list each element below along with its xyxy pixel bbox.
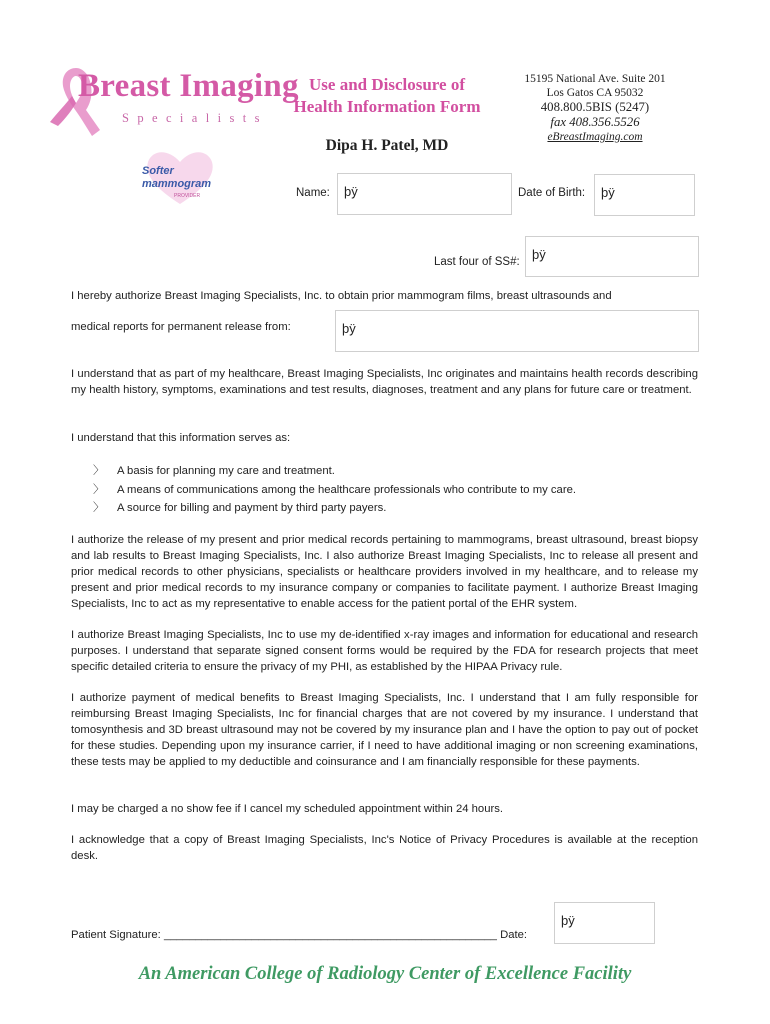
form-title-line2: Health Information Form [293,97,481,116]
list-item-text: A basis for planning my care and treatment. [117,465,335,477]
name-field[interactable]: þÿ [337,173,512,215]
paragraph-research-use: I authorize Breast Imaging Specialists, Inc to use my de-identified x-ray images and information for educational and research purposes. I understand that separate signed consent forms would be required by the FDA for research projects that meet specific detailed criteria to ensure the privacy of my PHI, as established by the HIPAA Privacy rule. [71,629,698,673]
patient-signature-line[interactable]: Patient Signature: _____________________________________________________ Date: [71,929,528,941]
dob-label: Date of Birth: [518,187,586,199]
name-label: Name: [296,187,330,199]
list-item-text: A source for billing and payment by third party payers. [117,502,387,514]
website-link[interactable]: eBreastImaging.com [547,131,643,143]
list-item-text: A means of communications among the healthcare professionals who contribute to my care. [117,484,577,496]
form-title-line1: Use and Disclosure of [309,75,465,94]
ss-label: Last four of SS#: [434,256,520,268]
paragraph-serves-as: I understand that this information serves as: [71,432,291,444]
form-title [282,74,492,118]
ss-field[interactable]: þÿ [525,236,699,277]
paragraph-payment: I authorize payment of medical benefits to Breast Imaging Specialists, Inc. I understand that I am fully responsible for reimbursing Breast Imaging Specialists, Inc for financial charges that are not covered by my insurance. I understand that tomosynthesis and 3D breast ultrasound may not be covered by my insurance plan and I have the option to pay out of pocket for these studies. Depending upon my insurance carrier, if I need to have additional imaging or non screening examinations, these tests may be applied to my deductible and coinsurance and I am financially responsible for these payments. [71,692,698,768]
dob-field[interactable]: þÿ [594,174,695,216]
paragraph-authorize-line1: I hereby authorize Breast Imaging Specialists, Inc. to obtain prior mammogram films, breast ultrasounds and [71,290,612,302]
paragraph-release-records: I authorize the release of my present and prior medical records pertaining to mammograms, breast ultrasound, breast biopsy and lab results to Breast Imaging Specialists, Inc. I also authorize Breast Imaging Specialists, Inc to release all present and prior medical records to other physicians, specialists or healthcare providers involved in my healthcare, and to release my present and prior medical records to my insurance company or companies to facilitate payment. I authorize Breast Imaging Specialists, Inc to act as my representative to enable access for the patient portal of the EHR system. [71,534,698,610]
badge-line3: PROVIDER [174,193,201,199]
footer-tagline: An American College of Radiology Center of Excellence Facility [138,964,632,984]
paragraph-authorize-line2: medical reports for permanent release from: [71,321,291,333]
address-line2: Los Gatos CA 95032 [546,87,644,99]
paragraph-health-records: I understand that as part of my healthcare, Breast Imaging Specialists, Inc originates and maintains health records describing my health history, symptoms, examinations and test results, diagnoses, treatment and any plans for future care or treatment. [71,368,698,396]
bullet-marker-icon: 〉 [93,502,105,514]
softer-mammogram-badge [140,146,220,208]
release-from-field[interactable]: þÿ [335,310,699,352]
address-block [510,72,680,144]
logo-title: Breast Imaging [78,68,299,104]
paragraph-no-show-fee: I may be charged a no show fee if I cancel my scheduled appointment within 24 hours. [71,803,504,815]
doctor-name: Dipa H. Patel, MD [325,137,449,154]
bullet-marker-icon: 〉 [93,465,105,477]
badge-line2: mammogram [142,178,212,190]
date-field[interactable]: þÿ [554,902,655,944]
badge-line1: Softer [142,165,174,177]
logo-subtitle: Specialists [122,111,268,125]
bullet-marker-icon: 〉 [93,484,105,496]
paragraph-privacy-notice: I acknowledge that a copy of Breast Imaging Specialists, Inc's Notice of Privacy Procedures is available at the reception desk. [71,834,698,862]
fax-number: fax 408.356.5526 [550,115,640,129]
address-line1: 15195 National Ave. Suite 201 [524,73,666,85]
phone-number: 408.800.5BIS (5247) [540,100,650,114]
